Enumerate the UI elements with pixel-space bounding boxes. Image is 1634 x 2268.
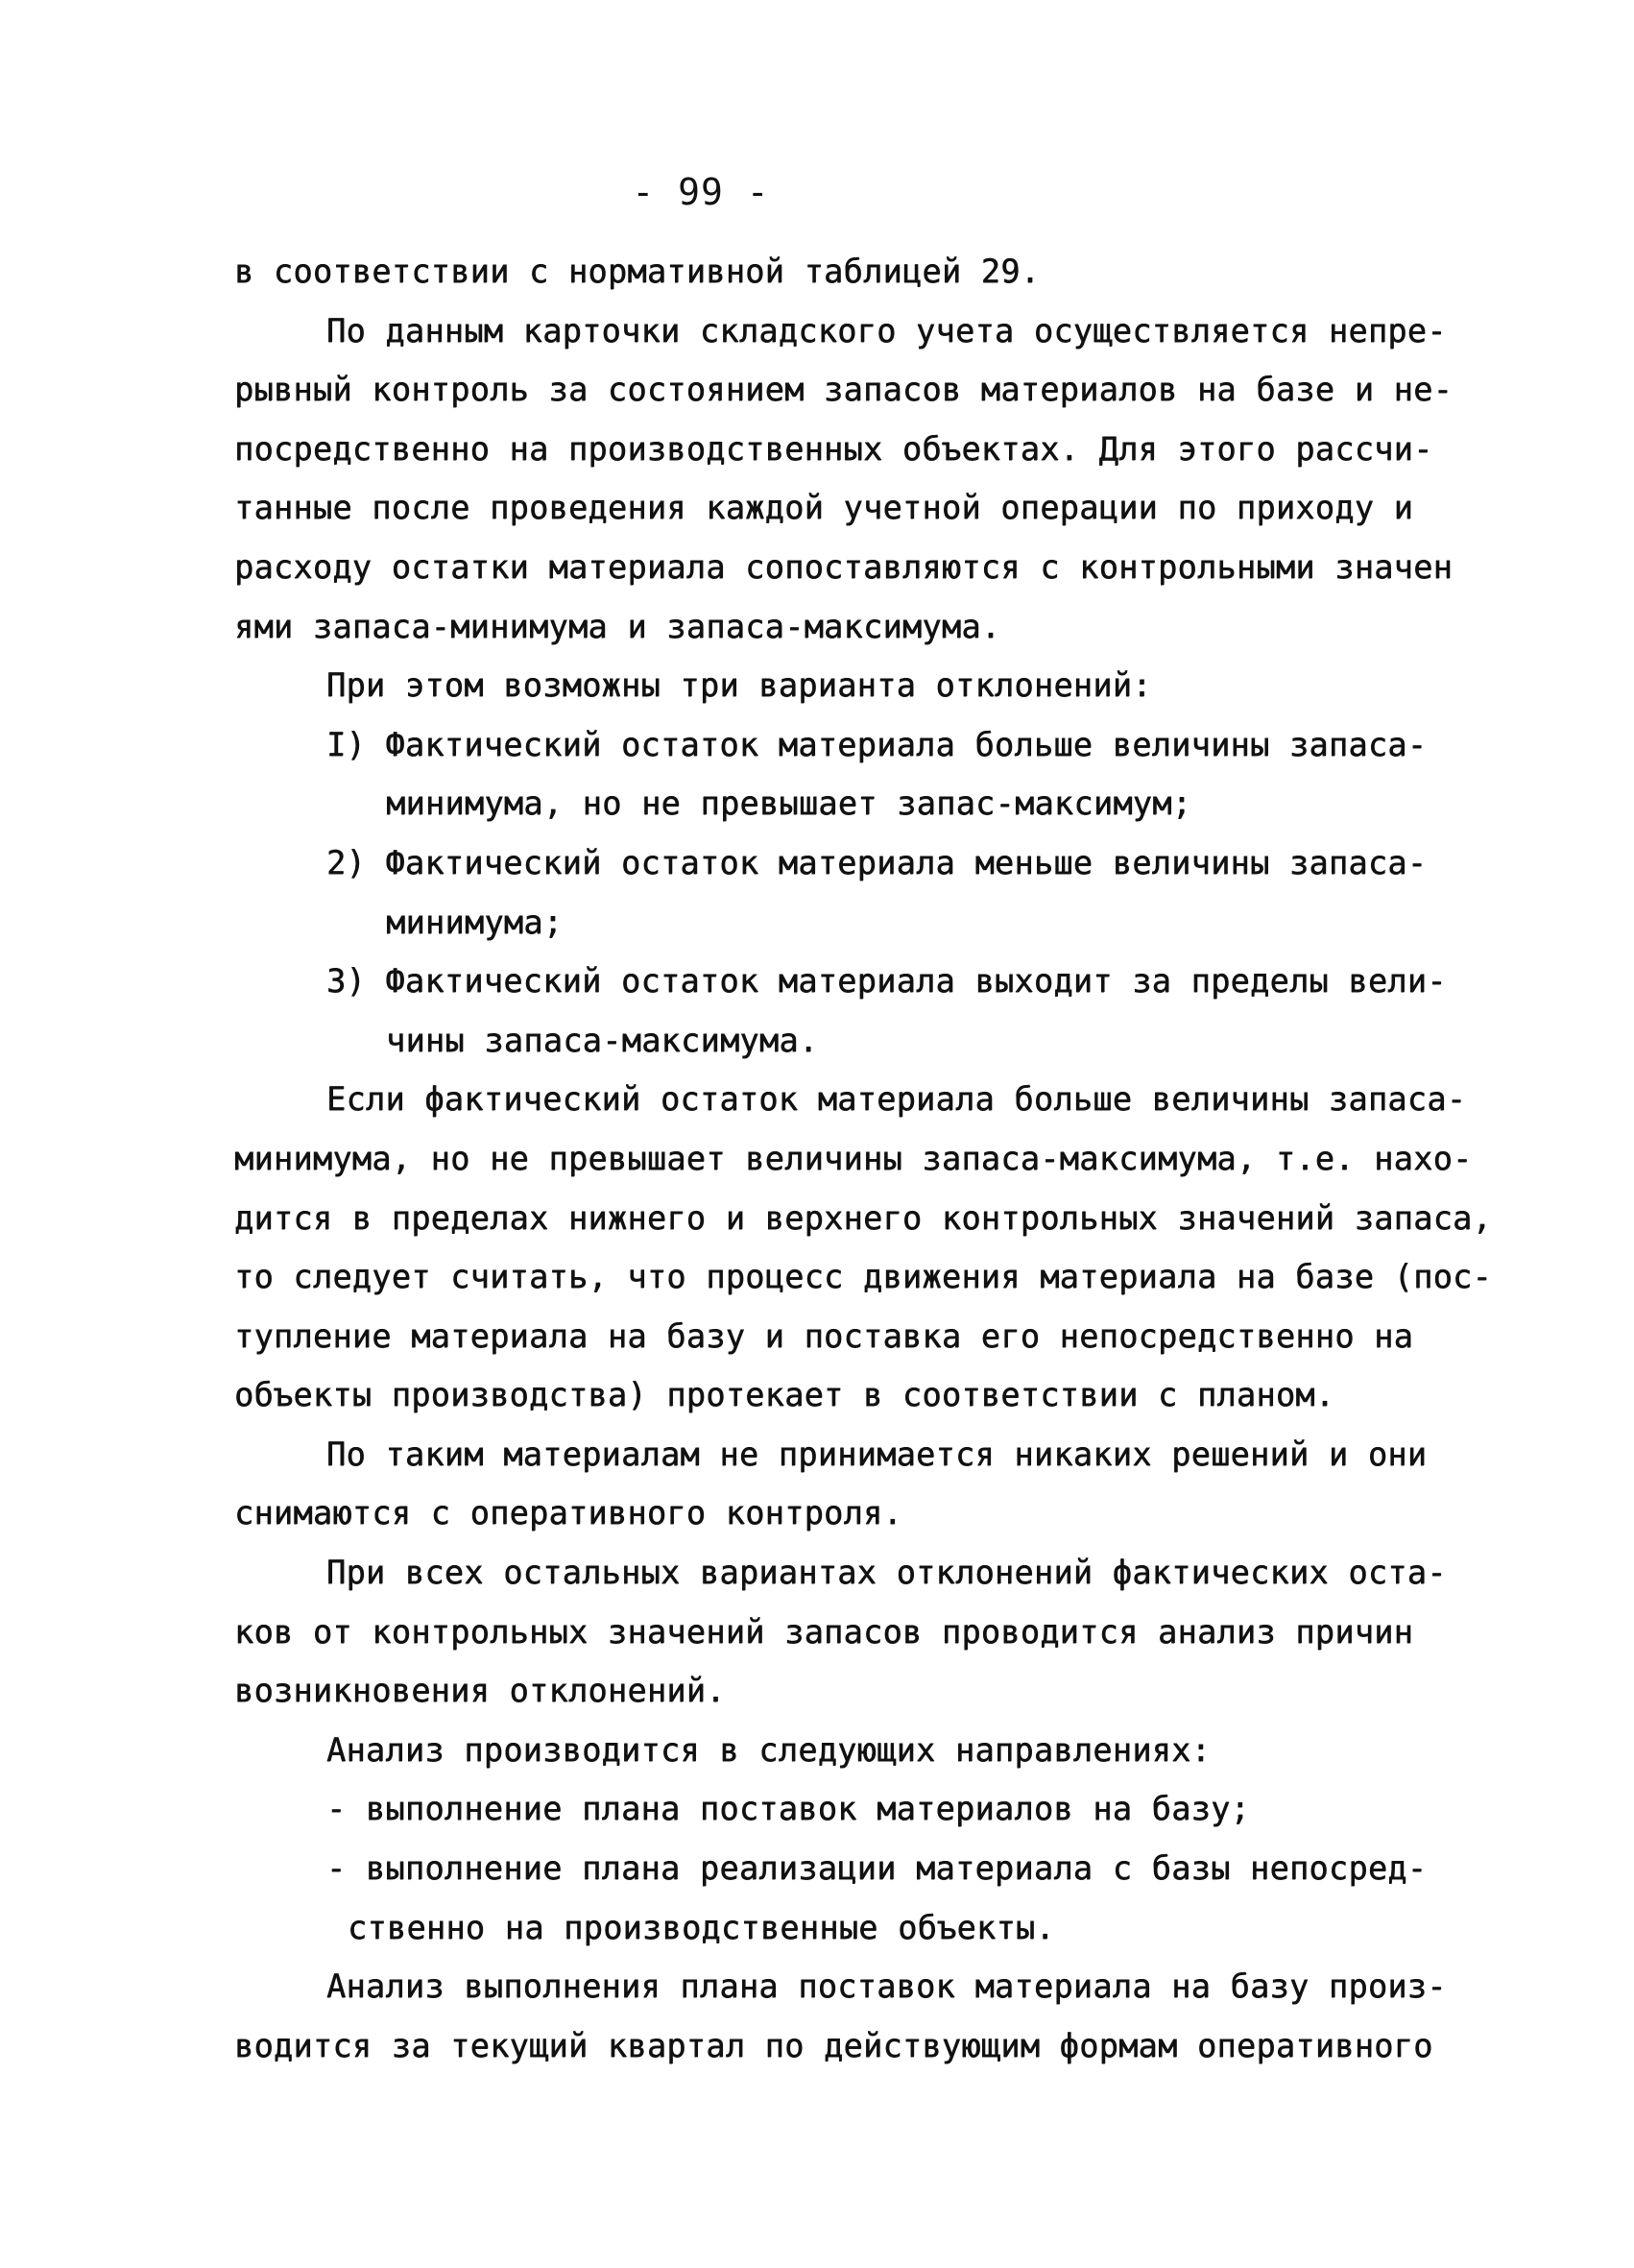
paragraph-start: Анализ выполнения плана поставок материала на базу произ- [326, 1967, 1447, 2006]
text-line: возникновения отклонений. [234, 1672, 726, 1710]
text-line: минимума, но не превышает величины запаса-максимума, т.е. нахо- [234, 1139, 1473, 1177]
list-item-continuation: минимума; [386, 903, 564, 941]
text-line: дится в пределах нижнего и верхнего контрольных значений запаса, [234, 1198, 1492, 1237]
text-line: посредственно на производственных объектах. Для этого рассчи- [234, 429, 1433, 468]
paragraph-start: По данным карточки складского учета осуществляется непре- [326, 311, 1447, 350]
text-line: в соответствии с нормативной таблицей 29. [234, 253, 1041, 290]
text-line: снимаются с оперативного контроля. [234, 1494, 902, 1532]
text-line: ями запаса-минимума и запаса-максимума. [234, 607, 1001, 645]
text-line: тупление материала на базу и поставка его непосредственно на [234, 1316, 1414, 1355]
text-line: танные после проведения каждой учетной операции по приходу и [234, 489, 1414, 527]
text-line: объекты производства) протекает в соответствии с планом. [234, 1376, 1335, 1414]
paragraph-start: Анализ производится в следующих направлениях: [326, 1730, 1212, 1769]
page-number: - 99 - [632, 171, 770, 213]
text-line: расходу остатки материала сопоставляются с контрольными значен [234, 547, 1454, 586]
dash-item-continuation: ственно на производственные объекты. [348, 1908, 1055, 1946]
paragraph-start: При этом возможны три варианта отклонений: [326, 666, 1152, 705]
paragraph-start: При всех остальных вариантах отклонений фактических оста- [326, 1554, 1447, 1592]
document-body [234, 242, 1492, 2075]
text-line: то следует считать, что процесс движения материала на базе (пос- [234, 1258, 1492, 1296]
text-line: ков от контрольных значений запасов проводится анализ причин [234, 1612, 1414, 1651]
list-item-1: I) Фактический остаток материала больше величины запаса- [326, 725, 1428, 763]
dash-item: - выполнение плана поставок материалов на базу; [326, 1790, 1251, 1828]
list-item-continuation: минимума, но не превышает запас-максимум; [386, 784, 1192, 823]
text-line: рывный контроль за состоянием запасов материалов на базе и не- [234, 371, 1454, 409]
dash-item: - выполнение плана реализации материала с базы непосред- [326, 1849, 1428, 1888]
list-item-3: 3) Фактический остаток материала выходит за пределы вели- [326, 962, 1447, 1001]
text-line: водится за текущий квартал по действующим формам оперативного [234, 2026, 1433, 2064]
paragraph-start: Если фактический остаток материала больше величины запаса- [326, 1080, 1467, 1119]
paragraph-start: По таким материалам не принимается никаких решений и они [326, 1435, 1428, 1473]
list-item-continuation: чины запаса-максимума. [386, 1021, 819, 1059]
list-item-2: 2) Фактический остаток материала меньше величины запаса- [326, 843, 1428, 881]
